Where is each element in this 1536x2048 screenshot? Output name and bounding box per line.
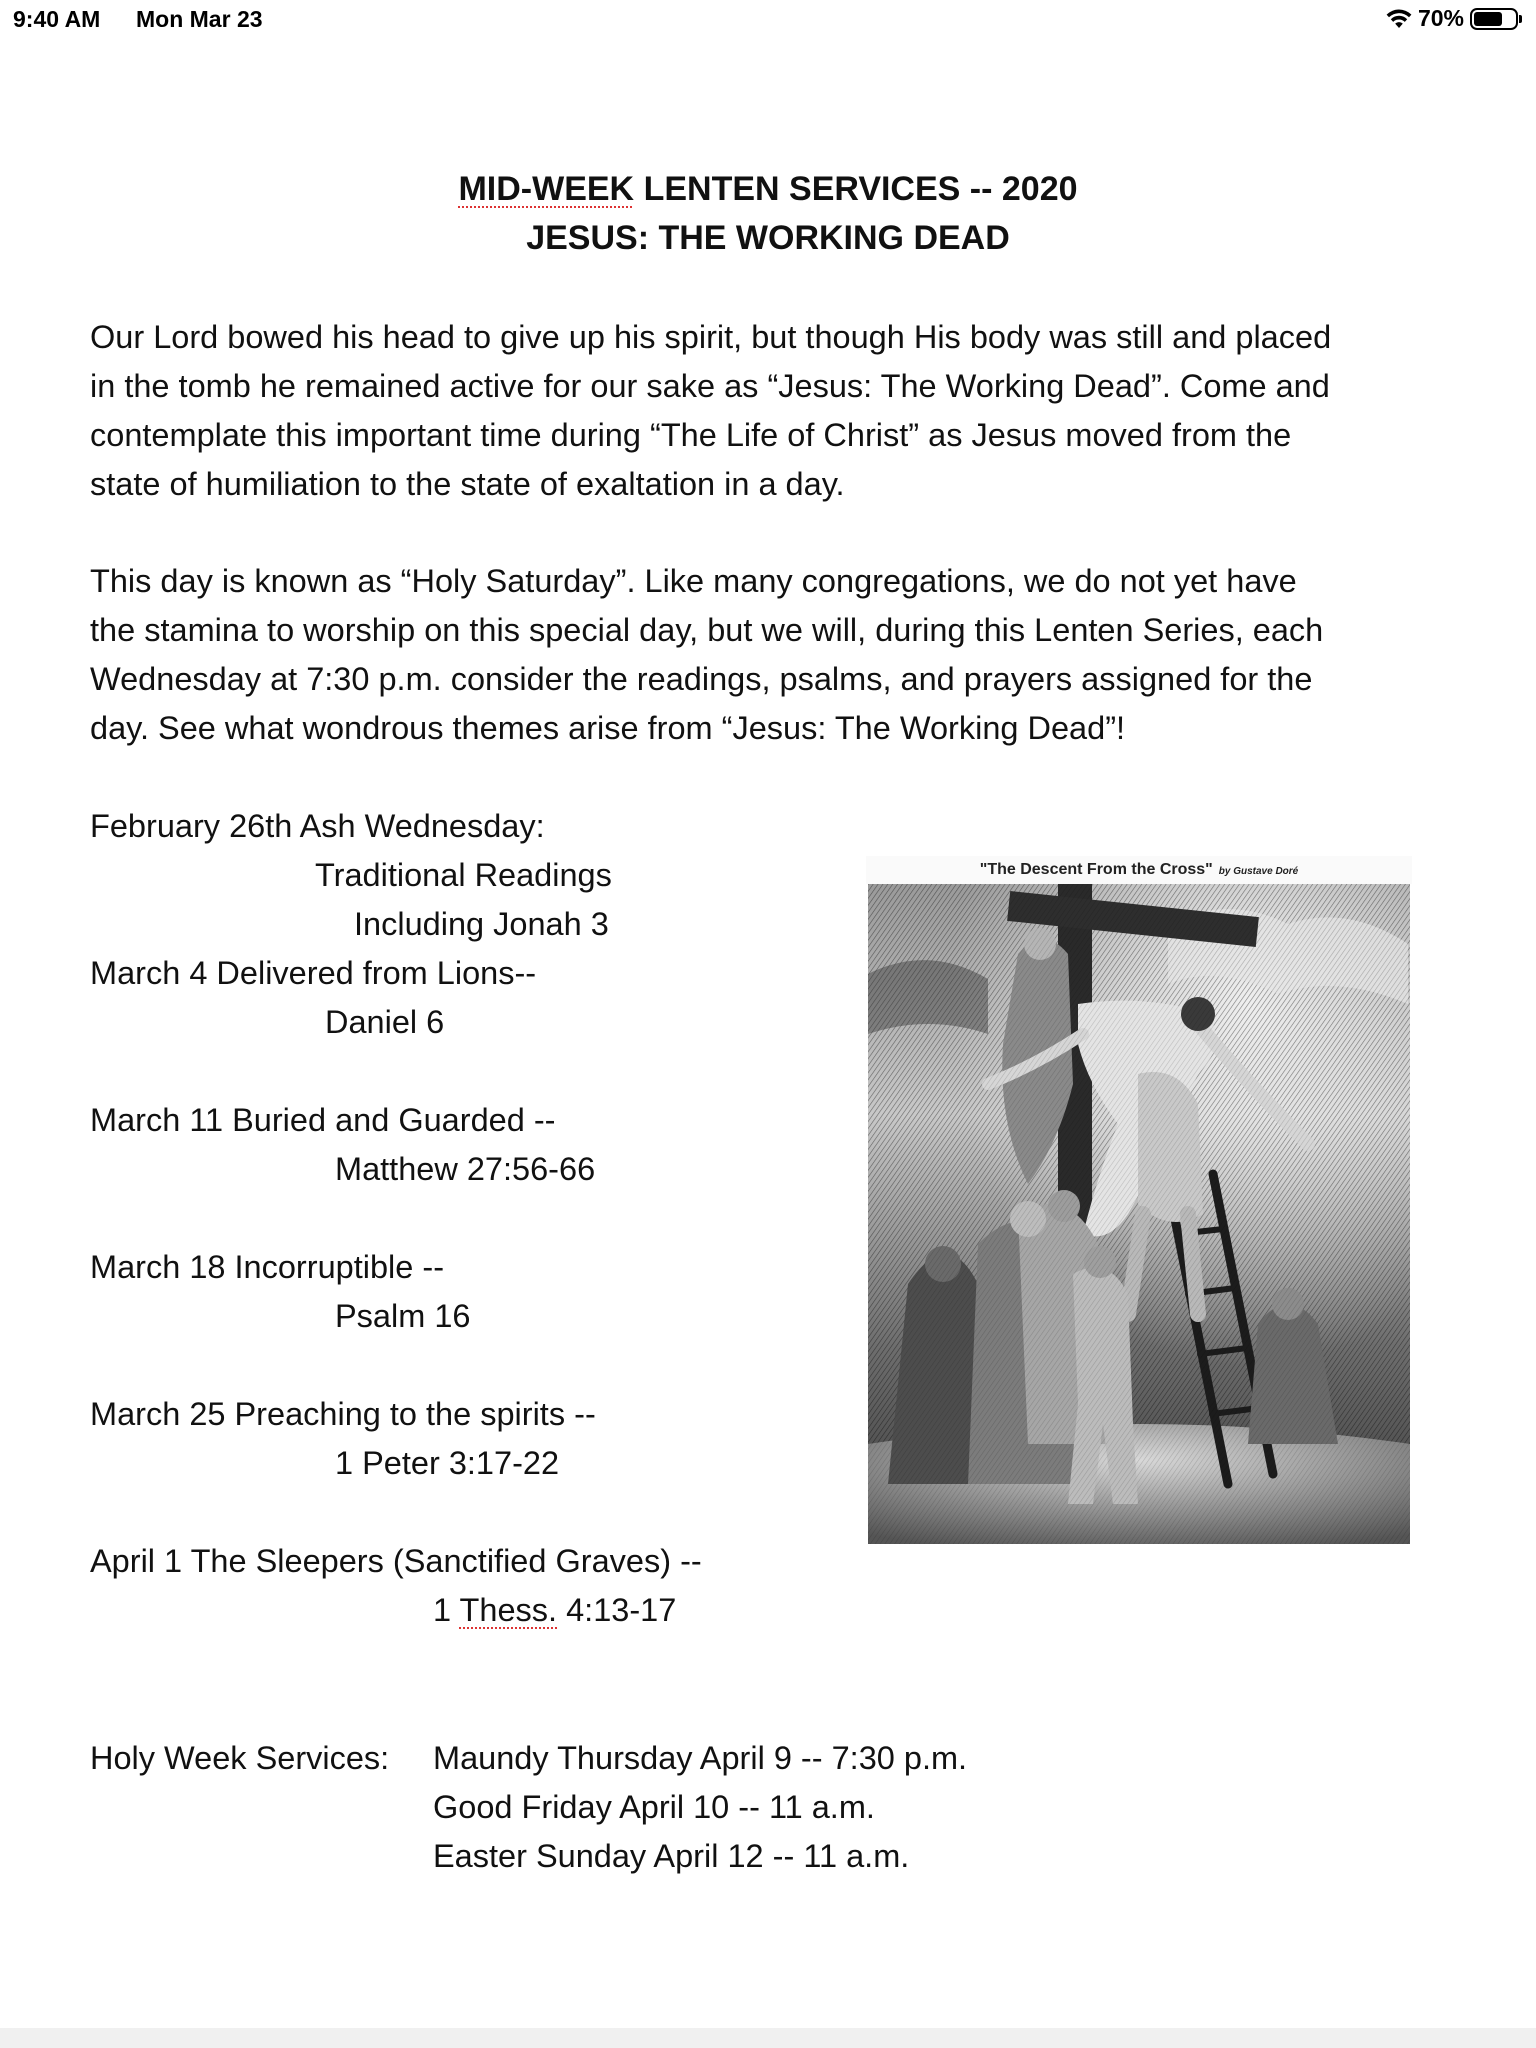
page-title — [0, 165, 1536, 214]
schedule-mar18-reading: Psalm 16 — [335, 1298, 471, 1334]
holy-week-service: Easter Sunday April 12 -- 11 a.m. — [433, 1838, 910, 1874]
descent-from-cross-image — [866, 856, 1412, 1546]
image-caption-artist: by Gustave Doré — [1218, 866, 1299, 877]
reading-prefix: 1 — [433, 1592, 460, 1628]
engraving-illustration — [868, 884, 1410, 1544]
paragraph-line: state of humiliation to the state of exaltation in a day. — [90, 466, 845, 502]
paragraph-line: Our Lord bowed his head to give up his spirit, but though His body was still and placed — [90, 319, 1332, 355]
battery-percent: 70% — [1417, 5, 1464, 31]
battery-level — [1474, 12, 1502, 26]
page-subtitle: JESUS: THE WORKING DEAD — [526, 219, 1010, 257]
status-indicators — [1386, 5, 1522, 32]
schedule-feb26-heading: February 26th Ash Wednesday: — [90, 808, 545, 844]
schedule-mar11-heading: March 11 Buried and Guarded -- — [90, 1102, 556, 1138]
paragraph-line: This day is known as “Holy Saturday”. Like many congregations, we do not yet have — [90, 563, 1297, 599]
reading-book: Thess. — [459, 1592, 558, 1628]
title-rest: LENTEN SERVICES -- 2020 — [634, 170, 1078, 208]
image-caption-title: "The Descent From the Cross" — [979, 861, 1213, 878]
image-caption — [866, 856, 1412, 884]
holy-saturday-paragraph — [90, 557, 1460, 753]
schedule-mar11-reading: Matthew 27:56-66 — [335, 1151, 596, 1187]
paragraph-line: day. See what wondrous themes arise from “Jesus: The Working Dead”! — [90, 710, 1126, 746]
schedule-mar25-reading: 1 Peter 3:17-22 — [335, 1445, 560, 1481]
paragraph-line: the stamina to worship on this special day, but we will, during this Lenten Series, each — [90, 612, 1324, 648]
schedule-feb26-line: Traditional Readings — [315, 857, 612, 893]
battery-icon — [1470, 8, 1518, 30]
paragraph-line: in the tomb he remained active for our sake as “Jesus: The Working Dead”. Come and — [90, 368, 1330, 404]
schedule-apr1-heading: April 1 The Sleepers (Sanctified Graves) -- — [90, 1543, 702, 1579]
schedule-apr1-reading — [433, 1586, 676, 1635]
intro-paragraph — [90, 313, 1460, 509]
title-prefix: MID-WEEK — [458, 170, 635, 208]
wifi-icon — [1386, 9, 1412, 29]
schedule-mar18-heading: March 18 Incorruptible -- — [90, 1249, 445, 1285]
status-bar — [0, 0, 1536, 40]
paragraph-line: contemplate this important time during “The Life of Christ” as Jesus moved from the — [90, 417, 1292, 453]
schedule-mar25-heading: March 25 Preaching to the spirits -- — [90, 1396, 596, 1432]
reading-ref: 4:13-17 — [557, 1592, 677, 1628]
holy-week-service: Good Friday April 10 -- 11 a.m. — [433, 1789, 875, 1825]
holy-week-service: Maundy Thursday April 9 -- 7:30 p.m. — [433, 1740, 968, 1776]
status-time: 9:40 AM — [13, 6, 101, 32]
schedule-mar4-heading: March 4 Delivered from Lions-- — [90, 955, 537, 991]
bottom-strip — [0, 2028, 1536, 2048]
schedule-feb26-line: Including Jonah 3 — [354, 906, 609, 942]
schedule-mar4-reading: Daniel 6 — [325, 1004, 445, 1040]
holy-week-label: Holy Week Services: — [90, 1740, 390, 1776]
paragraph-line: Wednesday at 7:30 p.m. consider the readings, psalms, and prayers assigned for the — [90, 661, 1313, 697]
status-date: Mon Mar 23 — [136, 6, 263, 32]
